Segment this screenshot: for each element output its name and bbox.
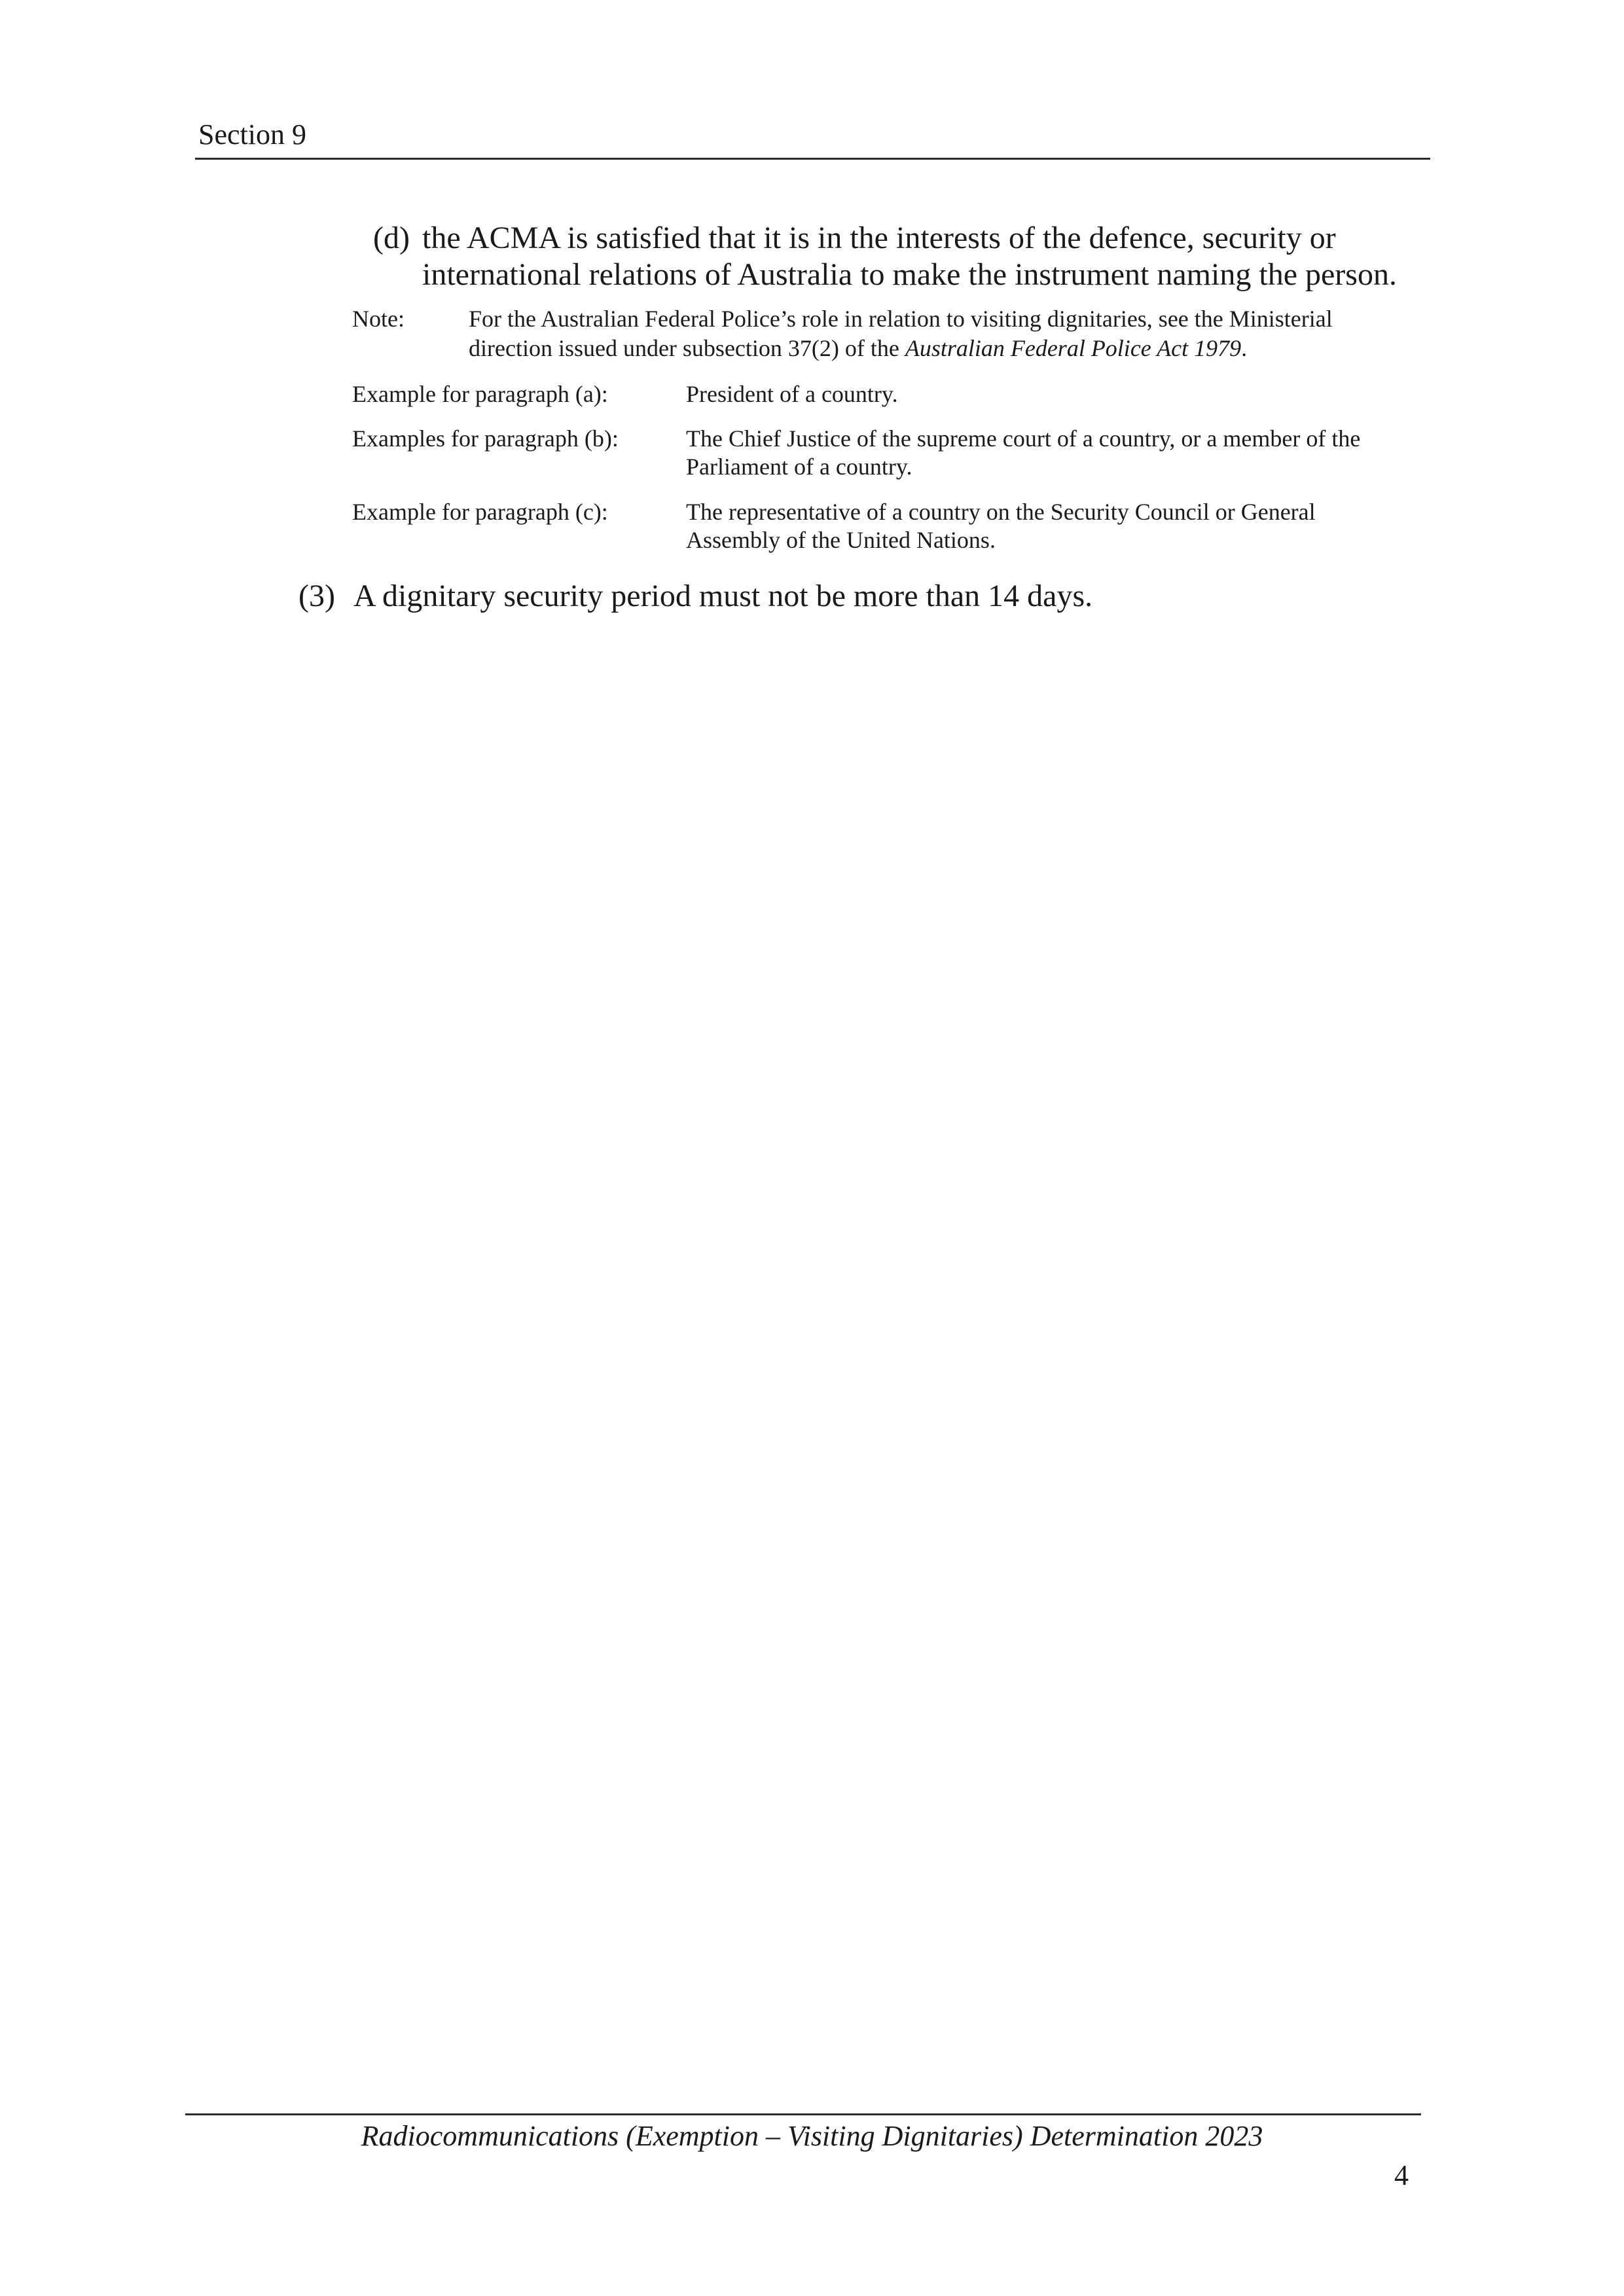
note-text-line1: For the Australian Federal Police’s role in relation to visiting dignitaries, see the Ministerial [469, 306, 1333, 332]
example-b-text-line2: Parliament of a country. [686, 454, 912, 480]
example-b-text-line1: The Chief Justice of the supreme court of a country, or a member of the [686, 425, 1361, 452]
example-c-text-line2: Assembly of the United Nations. [686, 527, 996, 553]
note-line2-suffix: . [1241, 335, 1248, 361]
paragraph-d-text-line1: the ACMA is satisfied that it is in the interests of the defence, security or [422, 221, 1336, 255]
header-divider [195, 158, 1430, 160]
section-heading: Section 9 [198, 118, 306, 151]
note-line2-prefix: direction issued under subsection 37(2) of the [469, 335, 905, 361]
example-a-text: President of a country. [686, 381, 898, 407]
page-number: 4 [1394, 2159, 1409, 2191]
example-c-label: Example for paragraph (c): [352, 499, 608, 525]
example-b-label: Examples for paragraph (b): [352, 425, 619, 452]
note-label: Note: [352, 306, 405, 332]
footer-divider [185, 2113, 1421, 2115]
subsection-3-text: A dignitary security period must not be more than 14 days. [353, 579, 1093, 613]
paragraph-d-label: (d) [373, 221, 410, 255]
act-title: Australian Federal Police Act 1979 [905, 335, 1242, 361]
footer-title: Radiocommunications (Exemption – Visiting Dignitaries) Determination 2023 [361, 2120, 1263, 2152]
note-text-line2 [469, 334, 1247, 362]
example-a-label: Example for paragraph (a): [352, 381, 608, 407]
subsection-3-label: (3) [298, 579, 335, 613]
paragraph-d-text-line2: international relations of Australia to make the instrument naming the person. [422, 257, 1397, 292]
example-c-text-line1: The representative of a country on the Security Council or General [686, 499, 1316, 525]
